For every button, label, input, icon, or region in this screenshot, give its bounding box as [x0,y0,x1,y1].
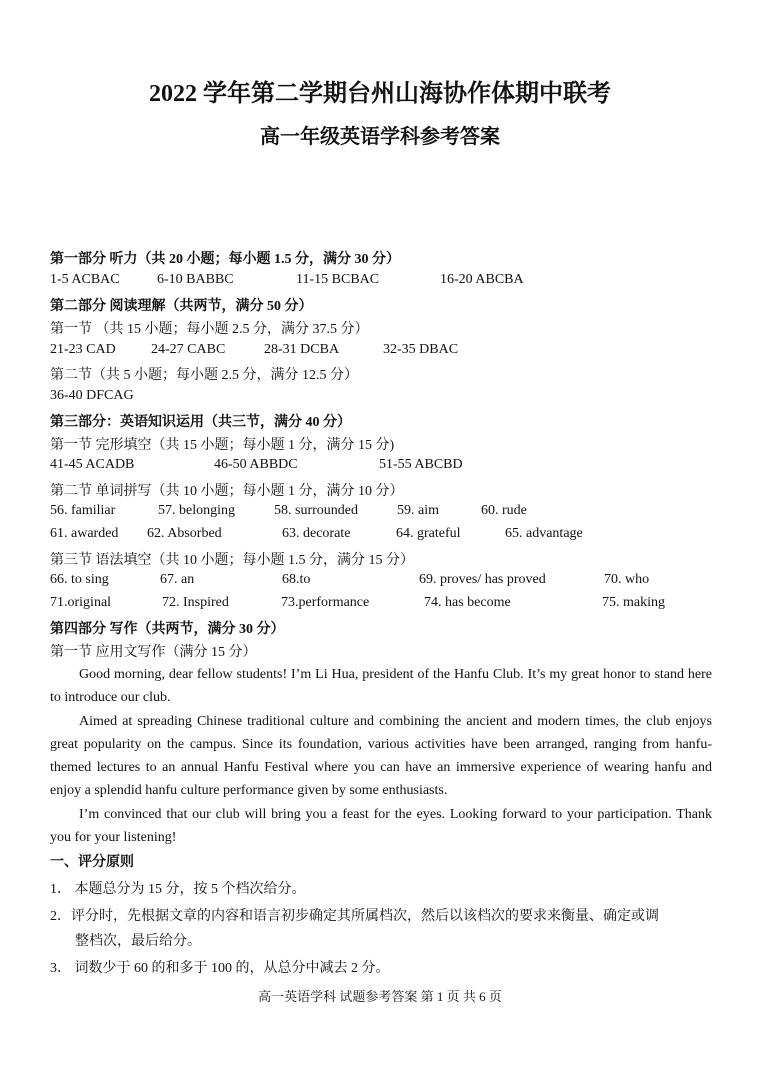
answer-group: 41-45 ACADB [50,457,135,472]
document-subtitle: 高一年级英语学科参考答案 [260,126,500,148]
answer-item: 68.to [282,572,311,587]
answer-item: 72. Inspired [162,595,229,610]
sample-essay [50,663,712,849]
answer-item: 75. making [602,595,665,610]
answer-item: 71.original [50,595,112,610]
grading-item: 3． 词数少于 60 的和多于 100 的，从总分中减去 2 分。 [50,961,390,976]
answer-item: 62. Absorbed [147,526,222,541]
answer-item: 58. surrounded [274,503,358,518]
answer-item: 65. advantage [505,526,583,541]
essay-paragraph: Good morning, dear fellow students! I’m Li Hua, president of the Hanfu Club. It’s my great honor to stand here to introduce our club. [50,667,712,706]
grading-item: 1． 本题总分为 15 分，按 5 个档次给分。 [50,882,306,897]
answer-group: 36-40 DFCAG [50,388,134,403]
essay-paragraph: Aimed at spreading Chinese traditional culture and combining the ancient and modern times, the club enjoys great popularity on the campus. Since its foundation, various activities have been arranged, ranging from hanfu-themed lectures to an annual Hanfu Festival where you can have an immersive experience of wearing hanfu and enjoy a splendid hanfu culture performance given by some enthusiasts. [50,713,712,799]
answer-item: 66. to sing [50,572,109,587]
document-title: 2022 学年第二学期台州山海协作体期中联考 [149,81,611,107]
part2-heading: 第二部分 阅读理解（共两节，满分 50 分） [50,299,313,314]
answer-item: 59. aim [397,503,439,518]
essay-paragraph: I’m convinced that our club will bring you a feast for the eyes. Looking forward to your participation. Thank you for your listening! [50,806,712,846]
part1-heading: 第一部分 听力（共 20 小题；每小题 1.5 分，满分 30 分） [50,252,400,267]
answer-item: 73.performance [281,595,370,610]
answer-group: 11-15 BCBAC [296,272,380,287]
answer-item: 63. decorate [282,526,351,541]
answer-item: 69. proves/ has proved [419,572,546,587]
answer-group: 46-50 ABBDC [214,457,298,472]
part3-heading: 第三部分：英语知识运用（共三节，满分 40 分） [50,415,351,430]
answer-item: 70. who [604,572,650,587]
answer-group: 21-23 CAD [50,342,116,357]
section-heading: 第二节 单词拼写（共 10 小题；每小题 1 分，满分 10 分） [50,484,404,499]
answer-item: 61. awarded [50,526,119,541]
answer-item: 74. has become [424,595,511,610]
section-heading: 第一节 （共 15 小题；每小题 2.5 分，满分 37.5 分） [50,322,369,337]
section-heading: 第一节 完形填空（共 15 小题；每小题 1 分，满分 15 分) [50,438,395,453]
answer-item: 60. rude [481,503,527,518]
grading-item: 整档次，最后给分。 [75,934,201,949]
grading-item: 2．评分时，先根据文章的内容和语言初步确定其所属档次，然后以该档次的要求来衡量、确定或调 [50,909,659,924]
answer-item: 67. an [160,572,195,587]
answer-group: 32-35 DBAC [383,342,459,357]
answer-group: 24-27 CABC [151,342,226,357]
answer-item: 57. belonging [158,503,235,518]
grading-heading: 一、评分原则 [50,855,134,870]
section-heading: 第一节 应用文写作（满分 15 分） [50,645,257,660]
answer-item: 64. grateful [396,526,461,541]
answer-group: 6-10 BABBC [157,272,234,287]
answer-group: 1-5 ACBAC [50,272,120,287]
page-footer: 高一英语学科 试题参考答案 第 1 页 共 6 页 [258,989,502,1004]
part4-heading: 第四部分 写作（共两节，满分 30 分） [50,622,285,637]
answer-group: 28-31 DCBA [264,342,340,357]
answer-item: 56. familiar [50,503,116,518]
section-heading: 第三节 语法填空（共 10 小题；每小题 1.5 分，满分 15 分） [50,553,414,568]
answer-group: 51-55 ABCBD [379,457,463,472]
answer-group: 16-20 ABCBA [440,272,524,287]
section-heading: 第二节（共 5 小题；每小题 2.5 分，满分 12.5 分） [50,368,358,383]
